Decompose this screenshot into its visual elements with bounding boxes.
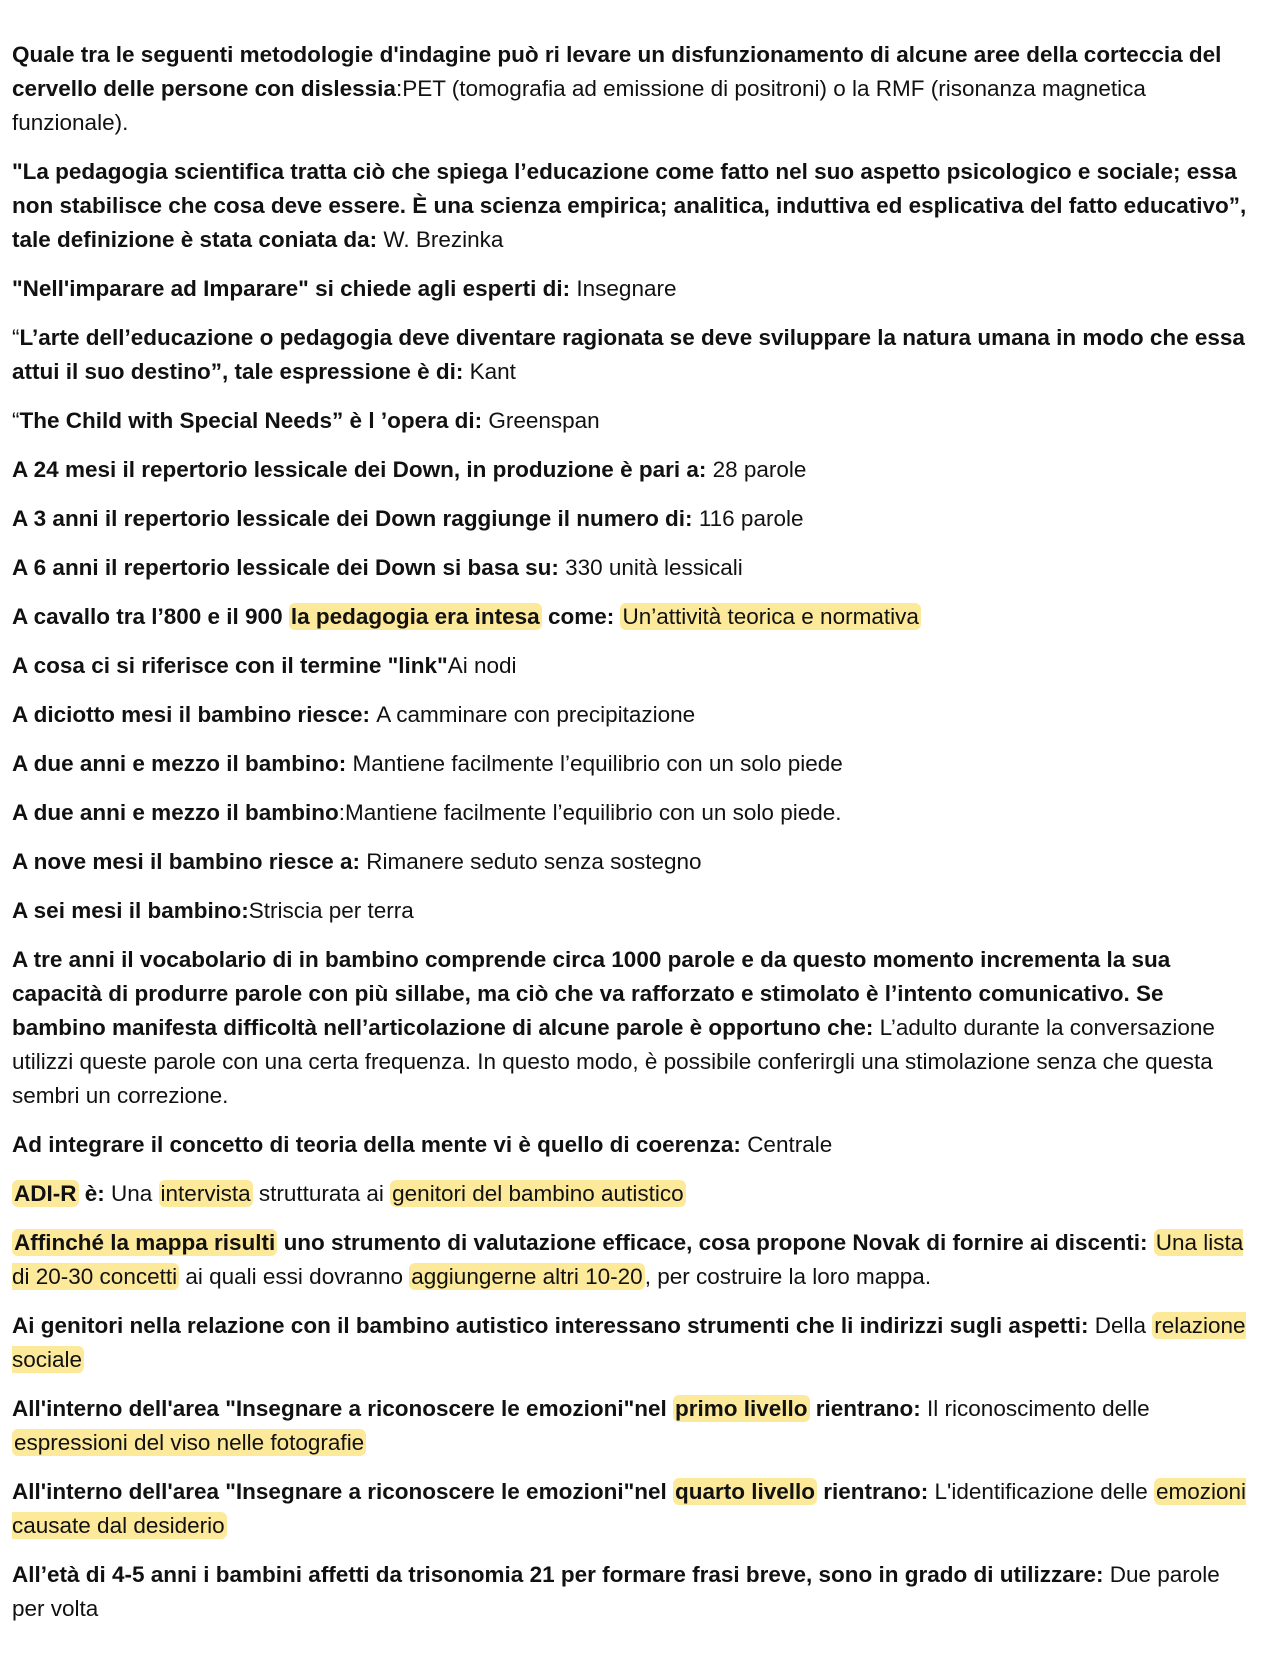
answer-text: :PET (tomografia ad emissione di positroni) o la RMF (risonanza magnetica funzionale). bbox=[12, 76, 1146, 135]
qa-entry bbox=[12, 943, 1256, 1113]
question-text: è: bbox=[78, 1181, 112, 1206]
highlighted-text: emozioni causate dal desiderio bbox=[12, 1479, 1247, 1538]
highlighted-text: primo livello bbox=[675, 1396, 808, 1421]
answer-text: Il riconoscimento delle bbox=[927, 1396, 1150, 1421]
question-text: All'interno dell'area "Insegnare a riconoscere le emozioni"nel bbox=[12, 1396, 673, 1421]
question-text: A tre anni il vocabolario di in bambino comprende circa 1000 parole e da questo momento incrementa la sua capacità di produrre parole con più sillabe, ma ciò che va rafforzato e stimolato è l’intento comunicativo. Se bambino manifesta difficoltà nell’articolazione di alcune parole è opportuno che: bbox=[12, 947, 1171, 1040]
question-text: A due anni e mezzo il bambino bbox=[12, 800, 339, 825]
highlighted-text: relazione sociale bbox=[12, 1313, 1246, 1372]
question-text: A due anni e mezzo il bambino: bbox=[12, 751, 353, 776]
answer-text: strutturata ai bbox=[252, 1181, 391, 1206]
question-text: "La pedagogia scientifica tratta ciò che spiega l’educazione come fatto nel suo aspetto psicologico e sociale; essa non stabilisce che cosa deve essere. È una scienza empirica; analitica, induttiva ed esplicativa del fatto educativo”, tale definizione è stata coniata da: bbox=[12, 159, 1247, 252]
question-text: L’arte dell’educazione o pedagogia deve diventare ragionata se deve sviluppare la natura umana in modo che essa attui il suo destino”, tale espressione è di: bbox=[12, 325, 1245, 384]
question-text: A diciotto mesi il bambino riesce: bbox=[12, 702, 377, 727]
qa-entry bbox=[12, 1558, 1256, 1626]
answer-text: Striscia per terra bbox=[248, 898, 414, 923]
answer-text: Kant bbox=[469, 359, 516, 384]
highlighted-text: intervista bbox=[160, 1181, 251, 1206]
answer-text: :Mantiene facilmente l’equilibrio con un solo piede. bbox=[338, 800, 842, 825]
answer-text: Mantiene facilmente l’equilibrio con un solo piede bbox=[352, 751, 843, 776]
question-text: A cavallo tra l’800 e il 900 bbox=[12, 604, 289, 629]
answer-text: L'identificazione delle bbox=[934, 1479, 1154, 1504]
qa-entry bbox=[12, 1177, 1256, 1211]
question-text: A 3 anni il repertorio lessicale dei Down raggiunge il numero di: bbox=[12, 506, 699, 531]
qa-entry bbox=[12, 38, 1256, 140]
question-text: rientrano: bbox=[809, 1396, 928, 1421]
answer-text: Ai nodi bbox=[447, 653, 517, 678]
answer-text: Rimanere seduto senza sostegno bbox=[366, 849, 702, 874]
question-text: The Child with Special Needs” è l ’opera di: bbox=[19, 408, 489, 433]
highlighted-text: Affinché la mappa risulti bbox=[14, 1230, 276, 1255]
answer-text: W. Brezinka bbox=[383, 227, 504, 252]
question-text: A 24 mesi il repertorio lessicale dei Down, in produzione è pari a: bbox=[12, 457, 713, 482]
answer-text: Della bbox=[1094, 1313, 1153, 1338]
qa-entry bbox=[12, 155, 1256, 257]
qa-entry bbox=[12, 845, 1256, 879]
answer-text: , per costruire la loro mappa. bbox=[644, 1264, 932, 1289]
question-text: A 6 anni il repertorio lessicale dei Down si basa su: bbox=[12, 555, 566, 580]
qa-entry bbox=[12, 404, 1256, 438]
answer-text: L’adulto durante la conversazione utilizzi queste parole con una certa frequenza. In questo modo, è possibile conferirgli una stimolazione senza che questa sembri un correzione. bbox=[12, 1015, 1215, 1108]
highlighted-text: ADI-R bbox=[14, 1181, 77, 1206]
qa-entry bbox=[12, 502, 1256, 536]
answer-text: “ bbox=[12, 325, 20, 350]
answer-text: Due parole per volta bbox=[12, 1562, 1220, 1621]
highlighted-text: la pedagogia era intesa bbox=[290, 604, 540, 629]
question-text: A sei mesi il bambino: bbox=[12, 898, 249, 923]
qa-entry bbox=[12, 747, 1256, 781]
question-text: All'interno dell'area "Insegnare a riconoscere le emozioni"nel bbox=[12, 1479, 673, 1504]
answer-text: A camminare con precipitazione bbox=[376, 702, 696, 727]
qa-entry bbox=[12, 1475, 1256, 1543]
qa-entry bbox=[12, 894, 1256, 928]
question-text: "Nell'imparare ad Imparare" si chiede agli esperti di: bbox=[12, 276, 577, 301]
question-text: uno strumento di valutazione efficace, cosa propone Novak di fornire ai discenti: bbox=[277, 1230, 1154, 1255]
answer-text: ai quali essi dovranno bbox=[179, 1264, 410, 1289]
qa-entry bbox=[12, 1392, 1256, 1460]
highlighted-text: aggiungerne altri 10-20 bbox=[411, 1264, 643, 1289]
highlighted-text: quarto livello bbox=[675, 1479, 816, 1504]
question-text: rientrano: bbox=[817, 1479, 935, 1504]
highlighted-text: Una lista di 20-30 concetti bbox=[12, 1230, 1244, 1289]
highlighted-text: Un’attività teorica e normativa bbox=[622, 604, 919, 629]
question-text: Ai genitori nella relazione con il bambino autistico interessano strumenti che li indirizzi sugli aspetti: bbox=[12, 1313, 1095, 1338]
qa-entry bbox=[12, 321, 1256, 389]
qa-entry bbox=[12, 453, 1256, 487]
qa-entry bbox=[12, 796, 1256, 830]
answer-text: 116 parole bbox=[698, 506, 804, 531]
question-text: A nove mesi il bambino riesce a: bbox=[12, 849, 367, 874]
question-text: Ad integrare il concetto di teoria della mente vi è quello di coerenza: bbox=[12, 1132, 748, 1157]
qa-entry bbox=[12, 698, 1256, 732]
question-text: Quale tra le seguenti metodologie d'indagine può ri levare un disfunzionamento di alcune aree della corteccia del cervello delle persone con dislessia bbox=[12, 42, 1222, 101]
qa-entry bbox=[12, 551, 1256, 585]
answer-text: Greenspan bbox=[488, 408, 600, 433]
answer-text: “ bbox=[12, 408, 20, 433]
qa-entry bbox=[12, 1128, 1256, 1162]
question-text: All’età di 4-5 anni i bambini affetti da trisonomia 21 per formare frasi breve, sono in grado di utilizzare: bbox=[12, 1562, 1110, 1587]
highlighted-text: genitori del bambino autistico bbox=[392, 1181, 684, 1206]
answer-text: 28 parole bbox=[712, 457, 807, 482]
qa-entry bbox=[12, 600, 1256, 634]
answer-text: Insegnare bbox=[576, 276, 677, 301]
qa-entry bbox=[12, 1226, 1256, 1294]
question-text: come: bbox=[541, 604, 621, 629]
qa-entry bbox=[12, 1309, 1256, 1377]
answer-text: 330 unità lessicali bbox=[565, 555, 743, 580]
qa-entry bbox=[12, 649, 1256, 683]
question-text: A cosa ci si riferisce con il termine "link" bbox=[12, 653, 448, 678]
qa-entry bbox=[12, 272, 1256, 306]
answer-text: Centrale bbox=[747, 1132, 833, 1157]
answer-text: Una bbox=[111, 1181, 159, 1206]
highlighted-text: espressioni del viso nelle fotografie bbox=[14, 1430, 365, 1455]
